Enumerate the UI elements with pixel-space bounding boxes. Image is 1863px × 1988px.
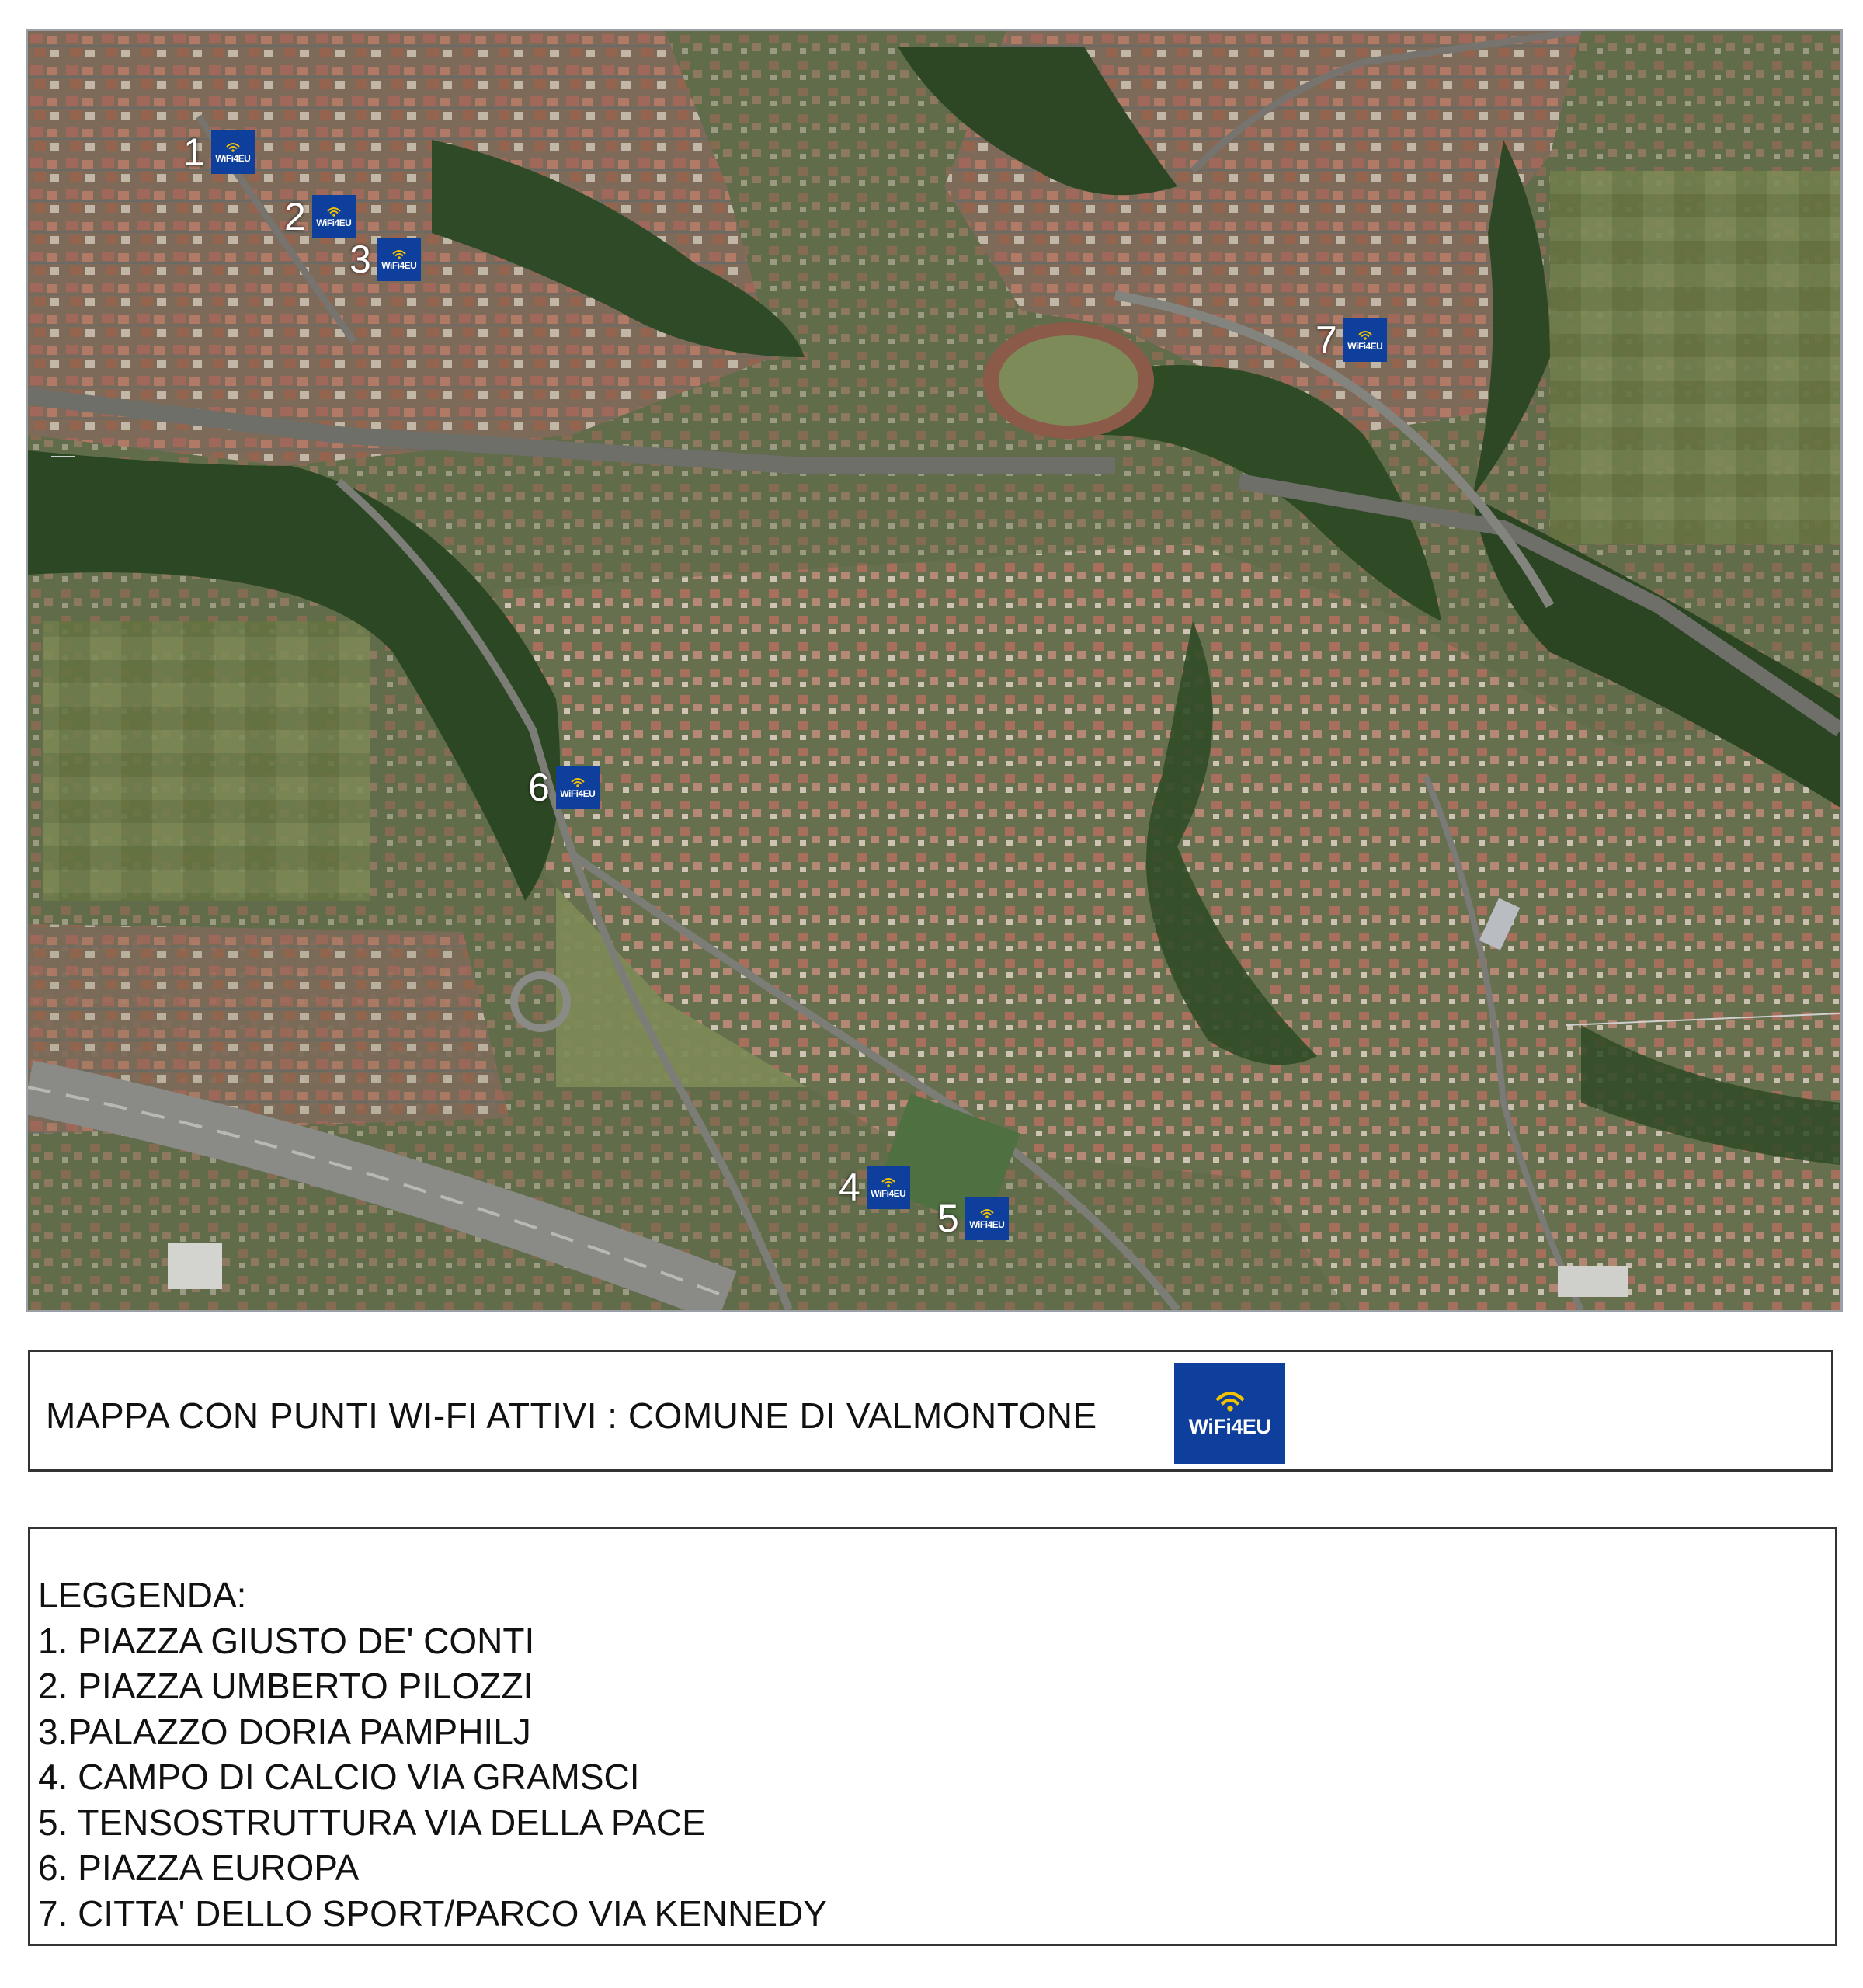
legend-item-7: 7. CITTA' DELLO SPORT/PARCO VIA KENNEDY — [38, 1892, 827, 1934]
map-marker-1[interactable] — [183, 130, 255, 174]
map-marker-5[interactable] — [937, 1197, 1009, 1240]
map-marker-7[interactable] — [1316, 318, 1387, 362]
map-marker-6[interactable] — [528, 766, 600, 809]
wifi4eu-badge — [556, 766, 600, 809]
wifi4eu-logo-label: WiFi4EU — [1188, 1414, 1271, 1438]
marker-number: 2 — [284, 195, 306, 238]
wifi-icon — [326, 206, 342, 217]
wifi-icon — [570, 777, 586, 787]
map-title-box — [28, 1350, 1833, 1472]
wifi4eu-badge — [211, 130, 255, 174]
legend-item-5: 5. TENSOSTRUTTURA VIA DELLA PACE — [38, 1802, 706, 1843]
wifi-icon — [225, 141, 241, 152]
legend-item-1: 1. PIAZZA GIUSTO DE' CONTI — [38, 1620, 535, 1661]
wifi-icon — [391, 248, 407, 259]
wifi4eu-label: WiFi4EU — [969, 1218, 1005, 1230]
legend-item-6: 6. PIAZZA EUROPA — [38, 1847, 360, 1888]
wifi-icon — [881, 1176, 896, 1187]
wifi4eu-label: WiFi4EU — [316, 217, 352, 228]
map-marker-2[interactable] — [284, 195, 356, 238]
wifi4eu-label: WiFi4EU — [871, 1187, 906, 1199]
wifi4eu-badge — [1343, 318, 1387, 362]
wifi4eu-badge — [965, 1197, 1009, 1240]
map-marker-3[interactable] — [349, 238, 421, 281]
legend — [28, 1527, 1837, 1946]
legend-item-3: 3.PALAZZO DORIA PAMPHILJ — [38, 1711, 531, 1752]
aerial-map[interactable] — [26, 29, 1843, 1312]
wifi4eu-label: WiFi4EU — [215, 152, 251, 164]
wifi-icon — [979, 1208, 995, 1218]
legend-item-4: 4. CAMPO DI CALCIO VIA GRAMSCI — [38, 1757, 640, 1797]
legend-heading: LEGGENDA: — [38, 1575, 247, 1615]
map-marker-4[interactable] — [839, 1166, 910, 1209]
marker-number: 7 — [1316, 318, 1337, 362]
wifi-icon — [1357, 329, 1373, 340]
wifi4eu-logo — [1174, 1363, 1285, 1464]
marker-number: 5 — [937, 1197, 959, 1240]
marker-number: 4 — [839, 1166, 860, 1209]
wifi4eu-badge — [867, 1166, 910, 1209]
marker-number: 1 — [183, 130, 205, 174]
marker-number: 3 — [349, 238, 371, 281]
legend-item-2: 2. PIAZZA UMBERTO PILOZZI — [38, 1666, 534, 1706]
marker-number: 6 — [528, 766, 550, 809]
wifi4eu-label: WiFi4EU — [381, 259, 417, 271]
wifi4eu-badge — [312, 195, 356, 238]
wifi-icon — [1212, 1388, 1248, 1412]
wifi4eu-label: WiFi4EU — [560, 787, 596, 799]
wifi4eu-label: WiFi4EU — [1347, 340, 1383, 352]
wifi4eu-badge — [377, 238, 421, 281]
map-title: MAPPA CON PUNTI WI-FI ATTIVI : COMUNE DI VALMONTONE — [46, 1395, 1097, 1436]
